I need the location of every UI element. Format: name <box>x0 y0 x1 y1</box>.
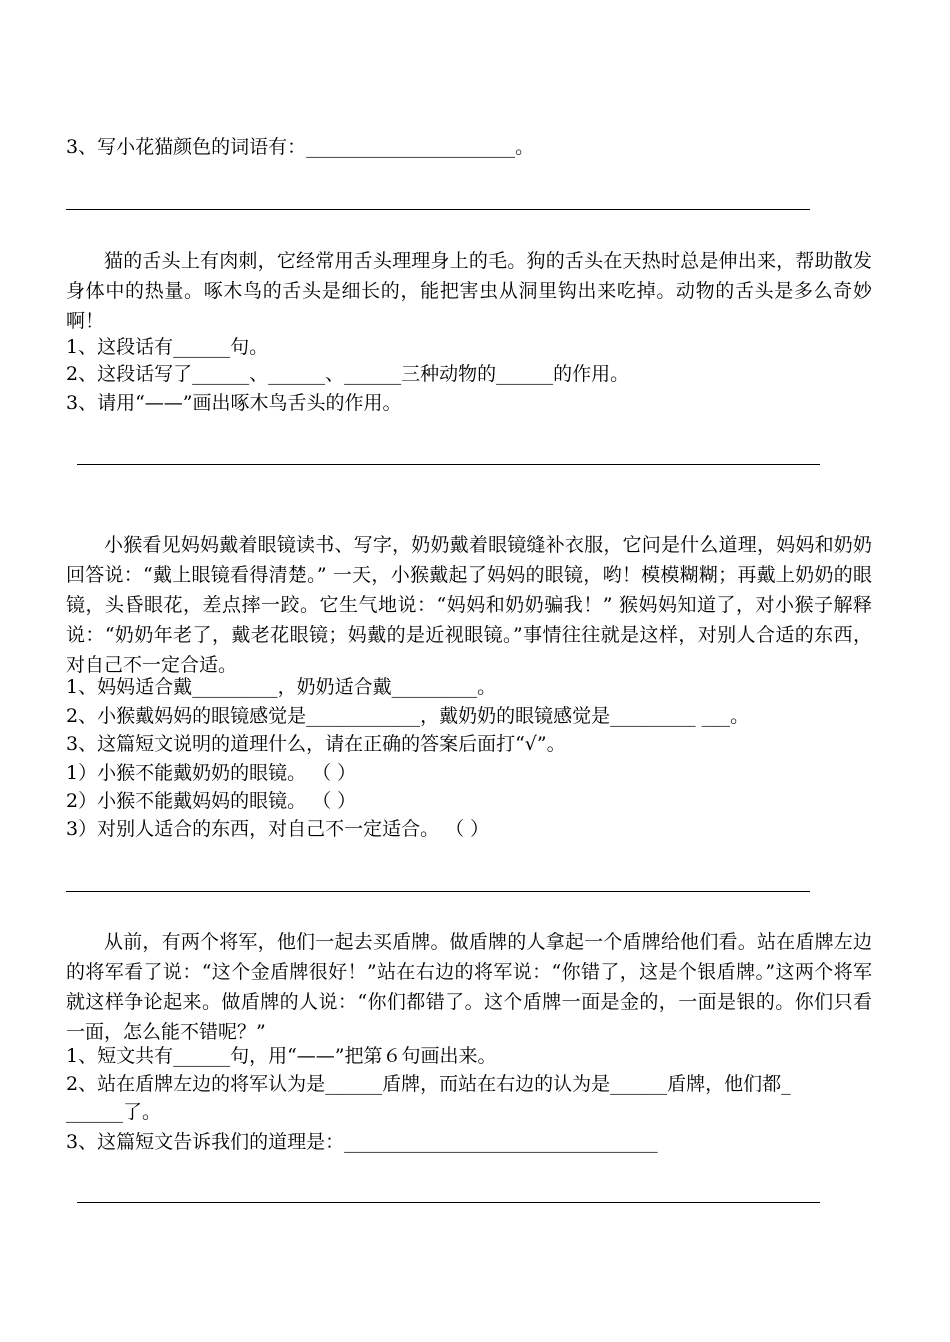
question-1-2: 2、这段话写了______、______、______三种动物的______的作用。 <box>66 363 630 385</box>
option-2-3-2: 2）小猴不能戴妈妈的眼镜。 （ ） <box>66 790 357 812</box>
question-1-1: 1、这段话有______句。 <box>66 336 269 358</box>
divider-4 <box>77 1202 820 1203</box>
question-2-1: 1、妈妈适合戴_________，奶奶适合戴_________。 <box>66 676 497 698</box>
passage-tongues: 猫的舌头上有肉刺，它经常用舌头理理身上的毛。狗的舌头在天热时总是伸出来，帮助散发身体中的热量。啄木鸟的舌头是细长的，能把害虫从洞里钩出来吃掉。动物的舌头是多么奇妙啊！ <box>66 250 872 332</box>
question-3-2: 2、站在盾牌左边的将军认为是______盾牌，而站在右边的认为是______盾牌，他们都_ <box>66 1073 791 1095</box>
question-1-3: 3、请用“——”画出啄木鸟舌头的作用。 <box>66 392 402 414</box>
question-3-3: 3、这篇短文告诉我们的道理是：_________________________________ <box>66 1131 658 1153</box>
question-2-2: 2、小猴戴妈妈的眼镜感觉是____________，戴奶奶的眼镜感觉是_________ ___。 <box>66 705 750 727</box>
divider-1 <box>66 209 810 210</box>
passage-monkey-glasses: 小猴看见妈妈戴着眼镜读书、写字，奶奶戴着眼镜缝补衣服，它问是什么道理，妈妈和奶奶回答说：“戴上眼镜看得清楚。” 一天，小猴戴起了妈妈的眼镜，哟！模模糊糊；再戴上奶奶的眼镜，头昏眼花，差点摔一跤。它生气地说：“妈妈和奶奶骗我！” 猴妈妈知道了，对小猴子解释说：“奶奶年老了，戴老花眼镜；妈戴的是近视眼镜。”事情往往就是这样，对别人合适的东西，对自己不一定合适。 <box>66 534 872 676</box>
divider-2 <box>77 464 820 465</box>
passage-shield: 从前，有两个将军，他们一起去买盾牌。做盾牌的人拿起一个盾牌给他们看。站在盾牌左边的将军看了说：“这个金盾牌很好！”站在右边的将军说：“你错了，这是个银盾牌。”这两个将军就这样争论起来。做盾牌的人说：“你们都错了。这个盾牌一面是金的，一面是银的。你们只看一面，怎么能不错呢？” <box>66 931 872 1043</box>
divider-3 <box>66 891 810 892</box>
question-2-3: 3、这篇短文说明的道理什么，请在正确的答案后面打“√”。 <box>66 733 566 755</box>
option-2-3-1: 1）小猴不能戴奶奶的眼镜。 （ ） <box>66 762 357 784</box>
option-2-3-3: 3）对别人适合的东西，对自己不一定适合。 （ ） <box>66 818 490 840</box>
question-color-words: 3、写小花猫颜色的词语有：______________________。 <box>66 136 535 158</box>
question-3-1: 1、短文共有______句，用“——”把第６句画出来。 <box>66 1045 497 1067</box>
question-3-2-cont: ______了。 <box>66 1101 162 1123</box>
